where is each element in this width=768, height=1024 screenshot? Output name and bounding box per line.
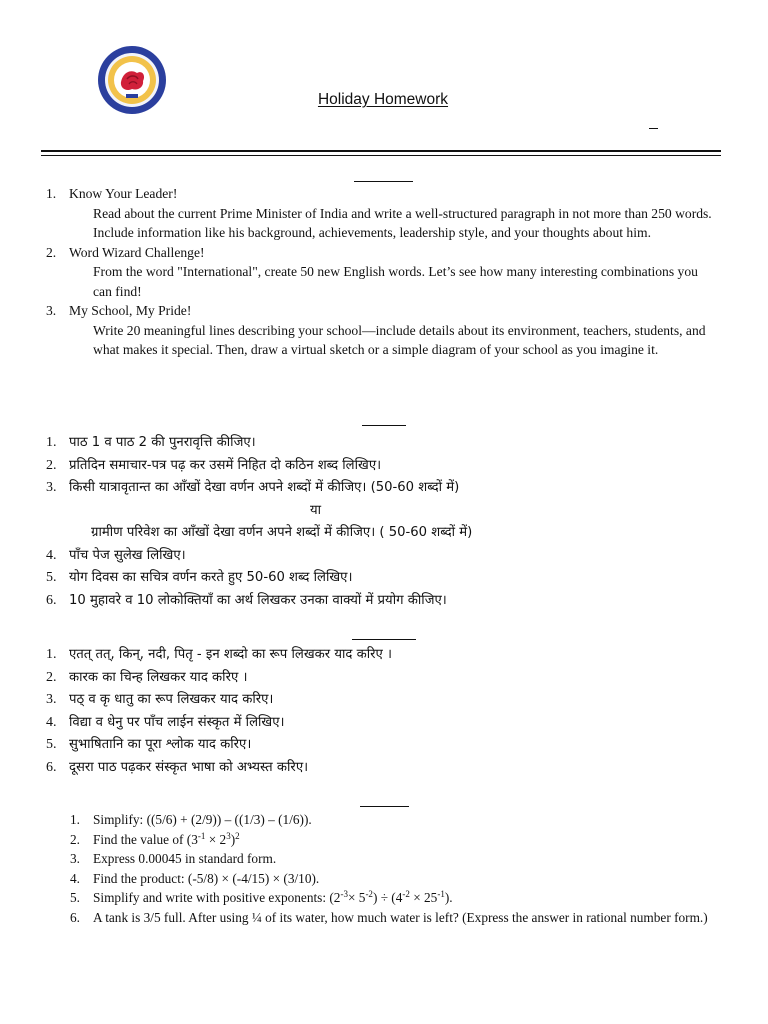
item-number: 3. (46, 692, 57, 708)
task-alternative: ग्रामीण परिवेश का आँखों देखा वर्णन अपने शब्दों में कीजिए। ( 50-60 शब्दों में) (91, 525, 473, 540)
list-item (46, 757, 726, 780)
task-text (93, 888, 723, 908)
item-number: 4. (46, 547, 57, 563)
english-tasks (46, 184, 726, 360)
task-text: पाँच पेज सुलेख लिखिए। (69, 547, 186, 563)
item-number: 1. (46, 186, 57, 201)
task-text: दूसरा पाठ पढ़कर संस्कृत भाषा को अभ्यस्त करिए। (69, 759, 309, 775)
sanskrit-heading-line (352, 639, 416, 640)
exponent: -3 (340, 889, 348, 899)
page-title (0, 91, 768, 109)
item-number: 2. (70, 831, 80, 847)
or-label: या (310, 502, 322, 518)
list-item (46, 301, 726, 360)
expr-text: × 2 (205, 831, 227, 847)
list-item (46, 184, 726, 243)
item-number: 3. (46, 303, 57, 318)
task-title: My School, My Pride! (69, 303, 192, 318)
task-text: सुभाषितानि का पूरा श्लोक याद करिए। (69, 737, 252, 753)
list-item (46, 432, 726, 455)
exponent: 2 (235, 830, 240, 841)
list-item (46, 243, 726, 302)
hindi-heading-line (362, 425, 406, 426)
task-description: Write 20 meaningful lines describing your school—include details about its environment, teachers, students, and what makes it special. Then, draw a virtual sketch or a simple diagram of your school as you imagine it. (93, 322, 706, 357)
item-number: 2. (46, 457, 57, 473)
list-item (70, 908, 730, 928)
list-item (70, 849, 730, 869)
exponent: -2 (402, 889, 410, 899)
item-number: 4. (70, 870, 80, 886)
list-item (46, 455, 726, 478)
task-text: प्रतिदिन समाचार-पत्र पढ़ कर उसमें निहित दो कठिन शब्द लिखिए। (69, 457, 382, 473)
name-line (649, 128, 658, 129)
item-number: 3. (70, 851, 80, 866)
expr-text: Simplify and write with positive exponents: (2 (93, 890, 341, 905)
expr-text: × 25 (409, 890, 438, 905)
item-number: 6. (46, 592, 57, 608)
list-item (46, 590, 726, 613)
task-text: A tank is 3/5 full. After using ¼ of its water, how much water is left? (Express the answer in rational number form.) (93, 909, 708, 925)
task-text: योग दिवस का सचित्र वर्णन करते हुए 50-60 शब्द लिखिए। (69, 570, 353, 585)
exponent: -2 (365, 889, 373, 899)
list-item (46, 644, 726, 667)
item-number: 5. (46, 570, 57, 585)
exponent: -1 (197, 830, 206, 841)
list-item (46, 477, 726, 545)
item-number: 2. (46, 669, 57, 685)
task-title: Know Your Leader! (69, 186, 178, 201)
list-item (46, 734, 726, 757)
task-text: पठ् व कृ धातु का रूप लिखकर याद करिए। (69, 692, 274, 708)
list-item (70, 869, 730, 889)
task-text: एतत् तत्, किन्, नदी, पितृ - इन शब्दो का रूप लिखकर याद करिए । (69, 647, 393, 662)
item-number: 1. (46, 647, 57, 662)
english-heading-line (354, 181, 413, 182)
item-number: 2. (46, 244, 57, 260)
list-item (46, 667, 726, 690)
task-description: Read about the current Prime Minister of India and write a well-structured paragraph in not more than 250 words. Include information like his background, achievements, leadership style, and your thoughts about him. (93, 205, 712, 240)
task-text: किसी यात्रावृतान्त का आँखों देखा वर्णन अपने शब्दों में कीजिए। (50-60 शब्दों में) (69, 480, 460, 495)
task-text: विद्या व धेनु पर पाँच लाईन संस्कृत में लिखिए। (69, 714, 285, 730)
task-text: Simplify: ((5/6) + (2/9)) – ((1/3) – (1/6)). (93, 812, 312, 827)
item-number: 1. (70, 812, 80, 827)
expr-text: × 5 (347, 890, 366, 905)
expr-text: ) (230, 831, 236, 847)
exponent: -1 (437, 889, 445, 899)
list-item (46, 567, 726, 590)
item-number: 6. (70, 909, 80, 925)
sanskrit-tasks (46, 644, 726, 780)
header-divider (41, 150, 721, 152)
list-item (70, 888, 730, 908)
exponent: 3 (226, 830, 231, 841)
expr-text: ) ÷ (4 (372, 890, 403, 905)
page-title-text: Holiday Homework (317, 91, 449, 108)
task-text: कारक का चिन्ह लिखकर याद करिए । (69, 669, 248, 685)
hindi-tasks (46, 432, 726, 612)
maths-heading-line (360, 806, 409, 807)
task-text: Express 0.00045 in standard form. (93, 851, 277, 866)
expr-text: ). (444, 890, 453, 905)
task-description: From the word "International", create 50 new English words. Let’s see how many interesting combinations you can find! (93, 264, 698, 299)
task-text: पाठ 1 व पाठ 2 की पुनरावृत्ति कीजिए। (69, 435, 256, 450)
maths-tasks (70, 810, 730, 927)
item-number: 5. (46, 737, 57, 753)
list-item (70, 830, 730, 850)
task-text (93, 830, 723, 850)
list-item (70, 810, 730, 830)
list-item (46, 712, 726, 735)
item-number: 3. (46, 480, 57, 495)
header-divider-thin (41, 155, 721, 156)
task-text: 10 मुहावरे व 10 लोकोक्तियाँ का अर्थ लिखकर उनका वाक्यों में प्रयोग कीजिए। (69, 592, 447, 608)
item-number: 6. (46, 759, 57, 775)
task-title: Word Wizard Challenge! (69, 244, 205, 260)
item-number: 4. (46, 714, 57, 730)
expr-text: Find the value of (3 (93, 831, 198, 847)
task-text: Find the product: (-5/8) × (-4/15) × (3/10). (93, 870, 320, 886)
item-number: 1. (46, 435, 57, 450)
list-item (46, 689, 726, 712)
item-number: 5. (70, 890, 80, 905)
list-item (46, 545, 726, 568)
